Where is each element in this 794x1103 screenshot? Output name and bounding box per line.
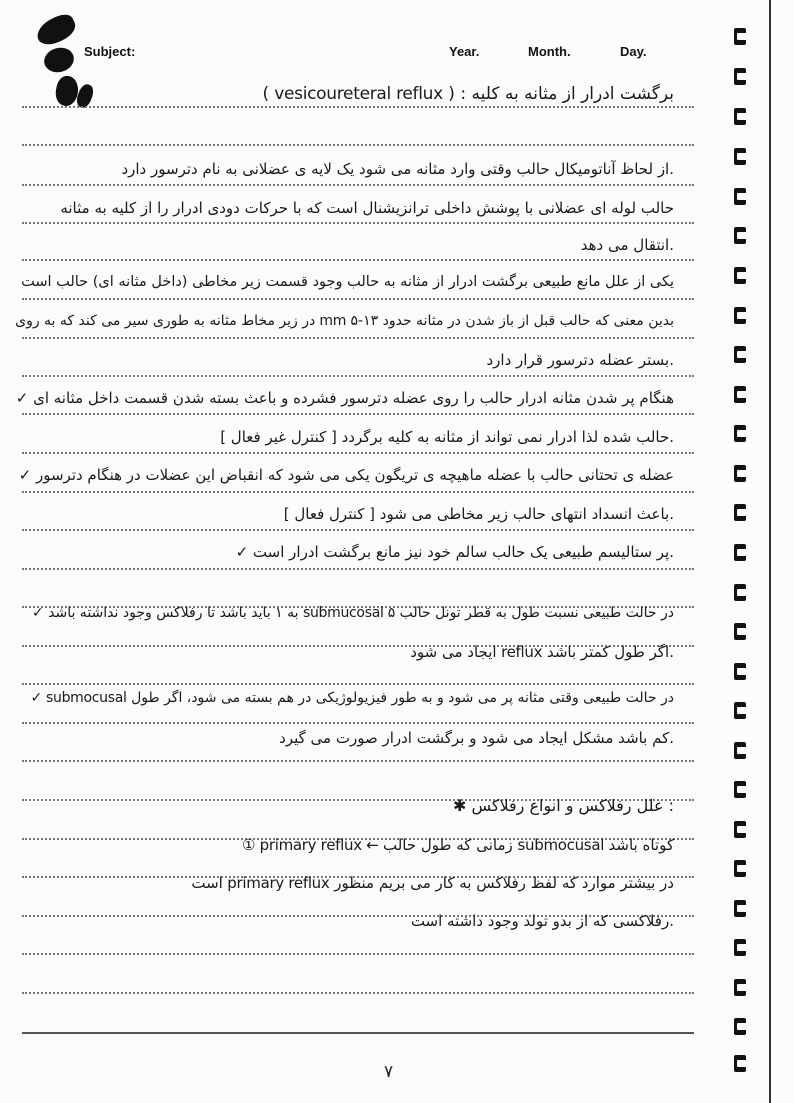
decorative-blob — [41, 45, 76, 76]
ruled-line — [22, 953, 694, 955]
ruled-line — [22, 106, 694, 108]
ruled-line — [22, 259, 694, 261]
spiral-ring — [734, 979, 752, 996]
ruled-line — [22, 760, 694, 762]
spiral-ring — [734, 504, 752, 521]
binding-edge — [769, 0, 771, 1103]
text-line: یکی از علل مانع طبیعی برگشت ادرار از مثانه به حالب وجود قسمت زیر مخاطی (داخل مثانه ای) حالب است — [21, 274, 674, 290]
spiral-ring — [734, 28, 752, 45]
spiral-ring — [734, 386, 752, 403]
text-line: در حالت طبیعی نسبت طول به قطر تونل حالب submucosal ۵ به ۱ باید باشد تا رفلاکس وجود نداشته باشد ✓ — [31, 605, 674, 621]
text-line: .باعث انسداد انتهای حالب زیر مخاطی می شود [ کنترل فعال ] — [283, 505, 674, 523]
spiral-ring — [734, 663, 752, 680]
ruled-line — [22, 992, 694, 994]
spiral-ring — [734, 108, 752, 125]
spiral-ring — [734, 1018, 752, 1035]
ruled-line — [22, 298, 694, 300]
page-number: ۷ — [384, 1062, 394, 1082]
spiral-ring — [734, 860, 752, 877]
ruled-line — [22, 222, 694, 224]
text-line: .انتقال می دهد — [580, 236, 674, 254]
ruled-line — [22, 144, 694, 146]
month-label: Month. — [528, 44, 571, 59]
title-line: برگشت ادرار از مثانه به کلیه : ( vesicoureteral reflux ) — [262, 84, 674, 104]
ruled-line — [22, 568, 694, 570]
text-line: .از لحاظ آناتومیکال حالب وقتی وارد مثانه می شود یک لایه ی عضلانی به نام دترسور دارد — [121, 160, 674, 178]
ruled-line — [22, 491, 694, 493]
text-line: .بستر عضله دترسور قرار دارد — [486, 351, 674, 369]
text-line: حالب لوله ای عضلانی با پوشش داخلی ترانزیشنال است که با حرکات دودی ادرار را از کلیه به مثانه — [60, 199, 674, 217]
spiral-ring — [734, 939, 752, 956]
spiral-ring — [734, 465, 752, 482]
spiral-ring — [734, 425, 752, 442]
text-line: ① primary reflux ← زمانی که طول حالب submocusal کوتاه باشد — [242, 836, 674, 854]
spiral-ring — [734, 267, 752, 284]
spiral-ring — [734, 544, 752, 561]
text-line: در بیشتر موارد که لفظ رفلاکس به کار می بریم منظور primary reflux است — [191, 874, 674, 892]
bottom-rule — [22, 1032, 694, 1034]
spiral-ring — [734, 584, 752, 601]
text-line: .رفلاکسی که از بدو تولد وجود داشته است — [410, 912, 674, 930]
text-line: .حالب شده لذا ادرار نمی تواند از مثانه به کلیه برگردد [ کنترل غیر فعال ] — [220, 428, 674, 446]
spiral-ring — [734, 781, 752, 798]
spiral-ring — [734, 68, 752, 85]
text-line: در حالت طبیعی وقتی مثانه پر می شود و به طور فیزیولوژیکی در هم بسته می شود، اگر طول submocusal ✓ — [30, 690, 674, 706]
spiral-ring — [734, 702, 752, 719]
text-line: عضله ی تحتانی حالب با عضله ماهیچه ی تریگون یکی می شود که انقباض این عضلات در هنگام دترسور ✓ — [18, 466, 674, 484]
spiral-ring — [734, 623, 752, 640]
ruled-line — [22, 413, 694, 415]
spiral-ring — [734, 1055, 752, 1072]
ruled-line — [22, 452, 694, 454]
ruled-line — [22, 722, 694, 724]
spiral-ring — [734, 346, 752, 363]
text-line: .پر ستالیسم طبیعی یک حالب سالم خود نیز مانع برگشت ادرار است ✓ — [235, 543, 674, 561]
ruled-line — [22, 337, 694, 339]
spiral-ring — [734, 821, 752, 838]
ruled-line — [22, 375, 694, 377]
spiral-ring — [734, 742, 752, 759]
text-line: .اگر طول کمتر باشد reflux ایجاد می شود — [410, 643, 674, 661]
text-line: بدین معنی که حالب قبل از باز شدن در مثانه حدود ۱۳-۵ mm در زیر مخاط مثانه به طوری سیر می کند که به روی — [15, 313, 674, 329]
spiral-ring — [734, 307, 752, 324]
section-heading: : علل رفلاکس و انواع رفلاکس ✱ — [452, 796, 674, 815]
ruled-line — [22, 529, 694, 531]
ruled-line — [22, 683, 694, 685]
subject-label: Subject: — [84, 44, 136, 59]
decorative-blob — [33, 11, 79, 50]
spiral-ring — [734, 900, 752, 917]
text-line: هنگام پر شدن مثانه ادرار حالب را روی عضله دترسور فشرده و باعث بسته شدن قسمت داخل مثانه ای ✓ — [15, 389, 674, 407]
day-label: Day. — [620, 44, 647, 59]
year-label: Year. — [449, 44, 480, 59]
spiral-ring — [734, 188, 752, 205]
text-line: .کم باشد مشکل ایجاد می شود و برگشت ادرار صورت می گیرد — [279, 729, 674, 747]
spiral-ring — [734, 227, 752, 244]
spiral-ring — [734, 148, 752, 165]
ruled-line — [22, 184, 694, 186]
